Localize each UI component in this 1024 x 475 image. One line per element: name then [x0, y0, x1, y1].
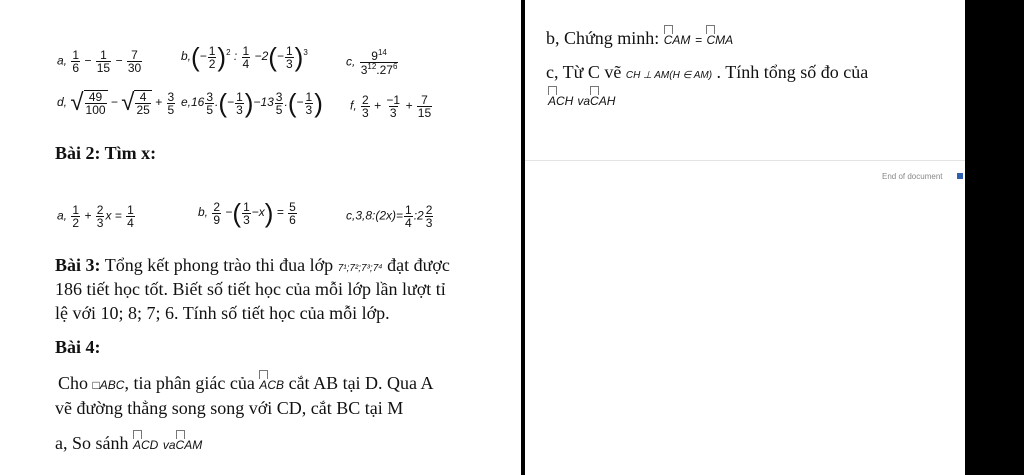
fraction: $\frac{3}{5}$ [275, 89, 283, 117]
fraction: $\frac{1}{4}$ [242, 43, 250, 71]
bai1-f: f, $\frac{2}{3}$ + $\frac{-1}{3}$ + $\frac{7}{15}$ [350, 93, 432, 120]
fraction: $\frac{1}{4}$ [405, 203, 412, 230]
page-divider [525, 160, 965, 161]
bai4-heading: Bài 4: [55, 337, 101, 357]
fraction: $\frac{9^{14}}{3^{12}.27^6}$ [360, 48, 398, 77]
end-of-document-label: End of document [882, 172, 943, 181]
bai1-c: c, $\frac{9^{14}}{3^{12}.27^6}$ [346, 48, 398, 77]
fraction: $\frac{2}{9}$ [213, 199, 221, 227]
bai4-line2: vẽ đường thẳng song song với CD, cắt BC tại M [55, 398, 404, 418]
right-b-line: b, Chứng minh: CAM = CMA [546, 28, 734, 48]
bai4-line3: a, So sánh ACD vaCAM [55, 433, 203, 453]
end-marker-icon [957, 173, 963, 179]
fraction: $\frac{3}{5}$ [167, 89, 175, 117]
bai2-c: c,3,8:(2x)= $\frac{1}{4}$ :2 $\frac{2}{3}$ [346, 203, 433, 230]
fraction: $\frac{2}{3}$ [362, 93, 369, 120]
fraction: $\frac{7}{15}$ [417, 93, 432, 120]
right-c-angles: ACH vaCAH [548, 94, 616, 108]
fraction: $\frac{1}{6}$ [72, 48, 80, 75]
fraction: $\frac{2}{3}$ [96, 203, 104, 230]
fraction: $\frac{1}{2}$ [208, 43, 216, 71]
fraction: $\frac{1}{3}$ [236, 89, 243, 117]
fraction: $\frac{2}{3}$ [425, 203, 433, 230]
sqrt: √ $\frac{4}{25}$ [121, 89, 150, 117]
fraction: $\frac{1}{3}$ [285, 43, 293, 71]
fraction: $\frac{5}{6}$ [289, 199, 296, 227]
bai1-b: b,(− $\frac{1}{2}$ )$^2$ : $\frac{1}{4}$ −2(− $\frac{1}{3}$ )$^3$ [181, 42, 308, 72]
fraction: $\frac{1}{3}$ [305, 89, 313, 117]
bai3-line3: lệ với 10; 8; 7; 6. Tính số tiết học của mỗi lớp. [55, 303, 390, 323]
bai3-line2: 186 tiết học tốt. Biết số tiết học của mỗi lớp lần lượt tỉ [55, 279, 446, 299]
fraction: $\frac{1}{2}$ [72, 203, 80, 230]
bai2-a: a, $\frac{1}{2}$ + $\frac{2}{3}$ x = $\frac{1}{4}$ [57, 203, 134, 230]
fraction: $\frac{7}{30}$ [127, 48, 142, 75]
document-page-right [525, 0, 965, 475]
fraction: $\frac{1}{15}$ [96, 48, 111, 75]
bai3-line1: Bài 3: Tổng kết phong trào thi đua lớp 7¹;7²;7³;7⁴ đạt được [55, 255, 450, 275]
bai2-heading: Bài 2: Tìm x: [55, 143, 157, 163]
bai1-d: d, √ $\frac{49}{100}$ − √ $\frac{4}{25}$ + $\frac{3}{5}$ [57, 89, 175, 117]
bai1-a: a, $\frac{1}{6}$ − $\frac{1}{15}$ − $\frac{7}{30}$ [57, 48, 142, 75]
fraction: $\frac{-1}{3}$ [386, 93, 401, 120]
fraction: $\frac{1}{4}$ [127, 203, 134, 230]
fraction: $\frac{3}{5}$ [206, 89, 214, 117]
bai2-b: b, $\frac{2}{9}$ −( $\frac{1}{3}$ −x) = $\frac{5}{6}$ [198, 198, 296, 228]
sqrt: √ $\frac{49}{100}$ [70, 89, 106, 117]
right-c-line: c, Từ C vẽ CH ⊥ AM(H ∈ AM) . Tính tổng số đo của [546, 62, 869, 82]
bai4-line1: Cho □ABC, tia phân giác của ACB cắt AB tại D. Qua A [58, 373, 434, 393]
fraction: $\frac{1}{3}$ [243, 199, 250, 227]
bai1-e: e,16 $\frac{3}{5}$ .(− $\frac{1}{3}$ )−13 $\frac{3}{5}$ .(− $\frac{1}{3}$ ) [181, 88, 323, 118]
